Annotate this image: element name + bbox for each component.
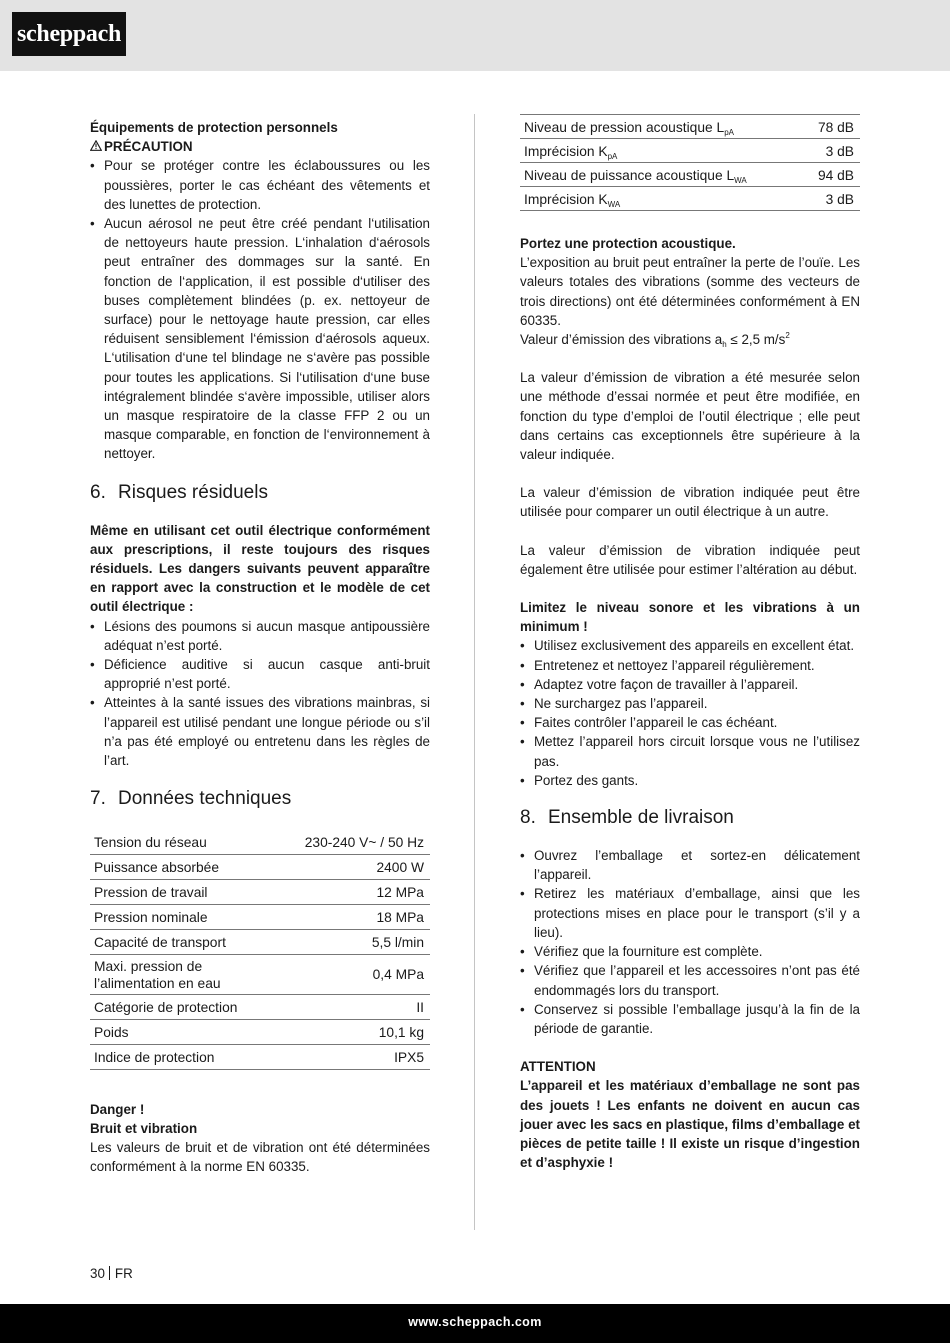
table-row [90,1044,430,1069]
table-row [90,879,430,904]
table-cell-value: 18 MPa [275,904,430,929]
table-cell-value: 12 MPa [275,879,430,904]
table-cell-value: 78 dB [804,115,860,139]
table-cell-label: Catégorie de protection [90,994,275,1019]
list-item: • Pour se protéger contre les éclaboussures ou les poussières, porter le cas échéant des vêtements et des lunettes de protection. [90,156,430,214]
table-row [90,854,430,879]
list-item: • Atteintes à la santé issues des vibrations mainbras, si l’appareil est utilisé pendant une longue période ou s’il n’a pas été employé ou entretenu dans les règles de l’art. [90,693,430,770]
table-row [520,139,860,163]
table-cell-label: Pression nominale [90,904,275,929]
attention-text: L’appareil et les matériaux d’emballage ne sont pas des jouets ! Les enfants ne doivent en aucun cas jouer avec les sacs en plastique, films d’emballage et pièces de petite taille ! Il existe un risque d’ingestion et d’asphyxie ! [520,1078,860,1171]
table-cell-label: Poids [90,1019,275,1044]
scheppach-logo: scheppach [12,12,126,56]
list-item: • Retirez les matériaux d’emballage, ainsi que les protections mises en place pour le transport (s’il y a lieu). [520,884,860,942]
technical-data-table [90,829,430,1070]
residual-risks-intro: Même en utilisant cet outil électrique conformément aux prescriptions, il reste toujours des risques résiduels. Les dangers suivants peuvent apparaître en rapport avec la construction et le modèle de cet outil électrique : [90,522,430,615]
table-cell-label: Pression de travail [90,879,275,904]
section-heading-6: 6. Risques résiduels [90,481,268,503]
residual-risks-list [90,617,430,771]
hearing-text: L’exposition au bruit peut entraîner la perte de l’ouïe. Les valeurs totales des vibrations (somme des vecteurs de trois directions) ont été déterminées conformément à EN 60335. [520,255,860,328]
table-cell-value: 5,5 l/min [275,929,430,954]
vibration-paragraph: La valeur d’émission de vibration indiquée peut être utilisée pour comparer un outil électrique à un autre. [520,485,860,520]
list-item: • Portez des gants. [520,771,860,790]
table-cell-label: Niveau de puissance acoustique $L_{WA}$ [520,163,804,187]
page-number [90,1264,133,1283]
limit-list [520,636,860,790]
table-row [90,904,430,929]
table-cell-label: Imprécision $K_{WA}$ [520,187,804,211]
table-cell-label: Niveau de pression acoustique $L_{pA}$ [520,115,804,139]
table-cell-label: Puissance absorbée [90,854,275,879]
list-item: • Faites contrôler l’appareil le cas échéant. [520,713,860,732]
noise-text: Les valeurs de bruit et de vibration ont été déterminées conformément à la norme EN 60335. [90,1140,430,1175]
table-cell-value: 0,4 MPa [275,954,430,994]
list-item: • Déficience auditive si aucun casque anti-bruit approprié n’est porté. [90,655,430,693]
table-cell-value: 230-240 V~ / 50 Hz [275,829,430,854]
page-number-value: 30 [90,1266,105,1281]
table-cell-label: Capacité de transport [90,929,275,954]
list-item: • Vérifiez que l’appareil et les accessoires n’ont pas été endommagés lors du transport. [520,961,860,999]
list-item: • Lésions des poumons si aucun masque antipoussière adéquat n’est porté. [90,617,430,655]
caution-line [90,137,430,156]
page-header [0,0,950,71]
column-divider [474,114,475,1230]
ppe-list [90,156,430,463]
table-cell-value: II [275,994,430,1019]
table-row [520,163,860,187]
list-item: • Vérifiez que la fourniture est complète. [520,942,860,961]
table-row [520,187,860,211]
list-item: • Conservez si possible l’emballage jusqu’à la fin de la période de garantie. [520,1000,860,1038]
delivery-list [520,846,860,1038]
list-item: • Entretenez et nettoyez l’appareil régulièrement. [520,656,860,675]
limit-heading: Limitez le niveau sonore et les vibrations à un minimum ! [520,600,860,635]
table-cell-value: 94 dB [804,163,860,187]
list-item: • Ouvrez l’emballage et sortez-en délicatement l’appareil. [520,846,860,884]
page-footer [0,1304,950,1343]
hearing-protection-heading: Portez une protection acoustique. [520,236,736,251]
table-row [90,994,430,1019]
vibration-paragraph: La valeur d’émission de vibration a été mesurée selon une méthode d’essai normée et peut être modifiée, en fonction du type d’emploi de l’outil électrique ; elle peut dans certains cas exceptionnels être supérieure à la valeur indiquée. [520,370,860,463]
section-heading-7: 7. Données techniques [90,788,292,810]
website-link[interactable]: www.scheppach.com [408,1315,542,1329]
table-cell-value: 10,1 kg [275,1019,430,1044]
table-cell-label: Maxi. pression de l’alimentation en eau [90,954,275,994]
attention-heading: ATTENTION [520,1059,596,1075]
list-item: • Utilisez exclusivement des appareils en excellent état. [520,636,860,655]
section-heading-8: 8. Ensemble de livraison [520,807,734,829]
table-cell-label: Tension du réseau [90,829,275,854]
list-item: • Mettez l’appareil hors circuit lorsque vous ne l’utilisez pas. [520,732,860,770]
table-cell-label: Indice de protection [90,1044,275,1069]
list-item: • Aucun aérosol ne peut être créé pendant l‘utilisation de nettoyeurs haute pression. L‘inhalation d‘aérosols peut entraîner des dommages sur la santé. En fonction de l‘application, il est possible d‘utiliser des buses complètement blindées (p. ex. nettoyeur de surface) pour le nettoyage haute pression, car elles réduisent sensiblement l‘émission d‘aérosols aqueux. L‘utilisation d‘une tel blindage ne s‘avère pas possible pour toutes les applications. Si l‘utilisation d‘une buse intégralement blindée s‘avère impossible, utiliser alors un masque respiratoire de la classe FFP 2 ou un masque comparable, en fonction de l‘environnement à nettoyer. [90,214,430,464]
left-column [90,118,430,1177]
warning-triangle-icon [90,137,104,156]
ppe-heading: Équipements de protection personnels [90,120,338,135]
table-cell-value: 3 dB [804,187,860,211]
danger-label: Danger ! [90,1101,145,1117]
vibration-paragraph: La valeur d’émission de vibration indiquée peut également être utilisée pour estimer l’altération au début. [520,542,860,577]
table-row [90,954,430,994]
noise-heading: Bruit et vibration [90,1121,198,1136]
acoustic-table [520,114,860,211]
table-cell-value: 2400 W [275,854,430,879]
list-item: • Ne surchargez pas l’appareil. [520,694,860,713]
table-row [90,829,430,854]
language-code: FR [114,1266,133,1281]
vibration-value: Valeur d’émission des vibrations $a_h \le 2,5$ $m/s^2$ [520,331,790,350]
list-item: • Adaptez votre façon de travailler à l’appareil. [520,675,860,694]
table-cell-value: IPX5 [275,1044,430,1069]
table-row [90,929,430,954]
table-row [90,1019,430,1044]
table-row [520,115,860,139]
page-number-separator [109,1266,110,1280]
table-cell-label: Imprécision $K_{pA}$ [520,139,804,163]
right-column [520,114,860,1172]
table-cell-value: 3 dB [804,139,860,163]
caution-label: PRÉCAUTION [104,139,193,155]
